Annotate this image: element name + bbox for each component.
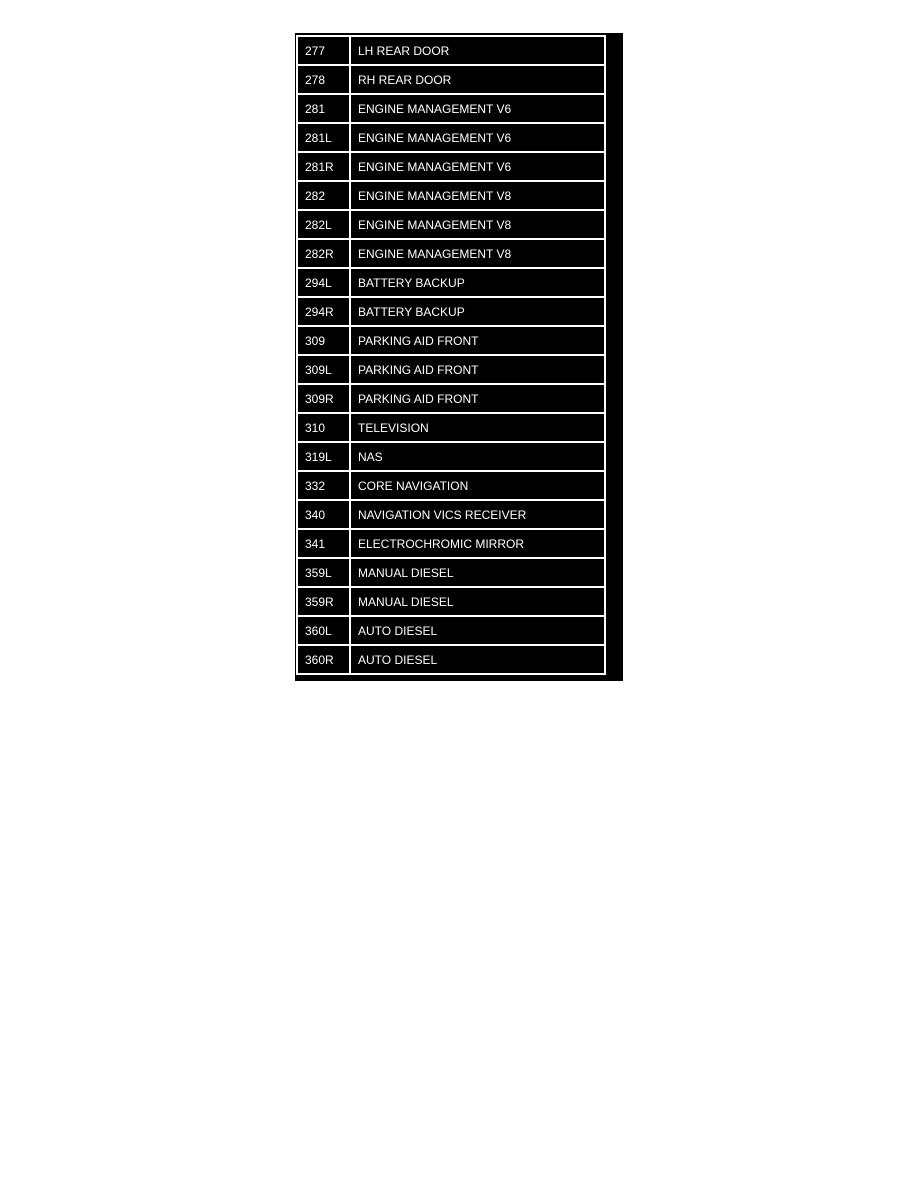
connector-description-cell: RH REAR DOOR [350, 65, 605, 94]
connector-code-cell: 310 [297, 413, 350, 442]
table-row [297, 181, 605, 210]
connector-table-body [297, 36, 605, 674]
connector-description-cell: BATTERY BACKUP [350, 297, 605, 326]
connector-description-cell: CORE NAVIGATION [350, 471, 605, 500]
table-row [297, 384, 605, 413]
table-row [297, 297, 605, 326]
table-row [297, 413, 605, 442]
connector-code-cell: 278 [297, 65, 350, 94]
connector-code-cell: 332 [297, 471, 350, 500]
connector-table-panel [295, 33, 623, 681]
table-row [297, 239, 605, 268]
connector-description-cell: ENGINE MANAGEMENT V8 [350, 239, 605, 268]
connector-code-cell: 309L [297, 355, 350, 384]
table-row [297, 616, 605, 645]
connector-code-cell: 282 [297, 181, 350, 210]
connector-code-cell: 277 [297, 36, 350, 65]
connector-table [296, 35, 606, 675]
table-row [297, 645, 605, 674]
connector-description-cell: TELEVISION [350, 413, 605, 442]
connector-code-cell: 281L [297, 123, 350, 152]
connector-description-cell: AUTO DIESEL [350, 616, 605, 645]
connector-description-cell: AUTO DIESEL [350, 645, 605, 674]
connector-description-cell: MANUAL DIESEL [350, 558, 605, 587]
table-row [297, 210, 605, 239]
connector-code-cell: 294L [297, 268, 350, 297]
connector-code-cell: 294R [297, 297, 350, 326]
connector-description-cell: PARKING AID FRONT [350, 384, 605, 413]
connector-description-cell: NAS [350, 442, 605, 471]
connector-description-cell: MANUAL DIESEL [350, 587, 605, 616]
connector-code-cell: 282R [297, 239, 350, 268]
table-row [297, 587, 605, 616]
table-row [297, 326, 605, 355]
connector-description-cell: ENGINE MANAGEMENT V6 [350, 94, 605, 123]
connector-description-cell: BATTERY BACKUP [350, 268, 605, 297]
table-row [297, 529, 605, 558]
connector-description-cell: ENGINE MANAGEMENT V6 [350, 123, 605, 152]
table-row [297, 36, 605, 65]
connector-code-cell: 282L [297, 210, 350, 239]
connector-description-cell: LH REAR DOOR [350, 36, 605, 65]
connector-code-cell: 340 [297, 500, 350, 529]
table-row [297, 268, 605, 297]
connector-description-cell: PARKING AID FRONT [350, 355, 605, 384]
table-row [297, 94, 605, 123]
connector-description-cell: PARKING AID FRONT [350, 326, 605, 355]
connector-code-cell: 359R [297, 587, 350, 616]
connector-description-cell: ENGINE MANAGEMENT V8 [350, 181, 605, 210]
table-row [297, 355, 605, 384]
connector-code-cell: 360L [297, 616, 350, 645]
connector-code-cell: 359L [297, 558, 350, 587]
connector-code-cell: 281 [297, 94, 350, 123]
table-row [297, 442, 605, 471]
table-row [297, 123, 605, 152]
connector-description-cell: ENGINE MANAGEMENT V8 [350, 210, 605, 239]
connector-code-cell: 341 [297, 529, 350, 558]
table-row [297, 500, 605, 529]
connector-description-cell: NAVIGATION VICS RECEIVER [350, 500, 605, 529]
connector-description-cell: ENGINE MANAGEMENT V6 [350, 152, 605, 181]
table-row [297, 152, 605, 181]
connector-code-cell: 309 [297, 326, 350, 355]
connector-code-cell: 319L [297, 442, 350, 471]
table-row [297, 558, 605, 587]
connector-code-cell: 360R [297, 645, 350, 674]
connector-description-cell: ELECTROCHROMIC MIRROR [350, 529, 605, 558]
table-row [297, 471, 605, 500]
connector-code-cell: 281R [297, 152, 350, 181]
table-row [297, 65, 605, 94]
connector-code-cell: 309R [297, 384, 350, 413]
